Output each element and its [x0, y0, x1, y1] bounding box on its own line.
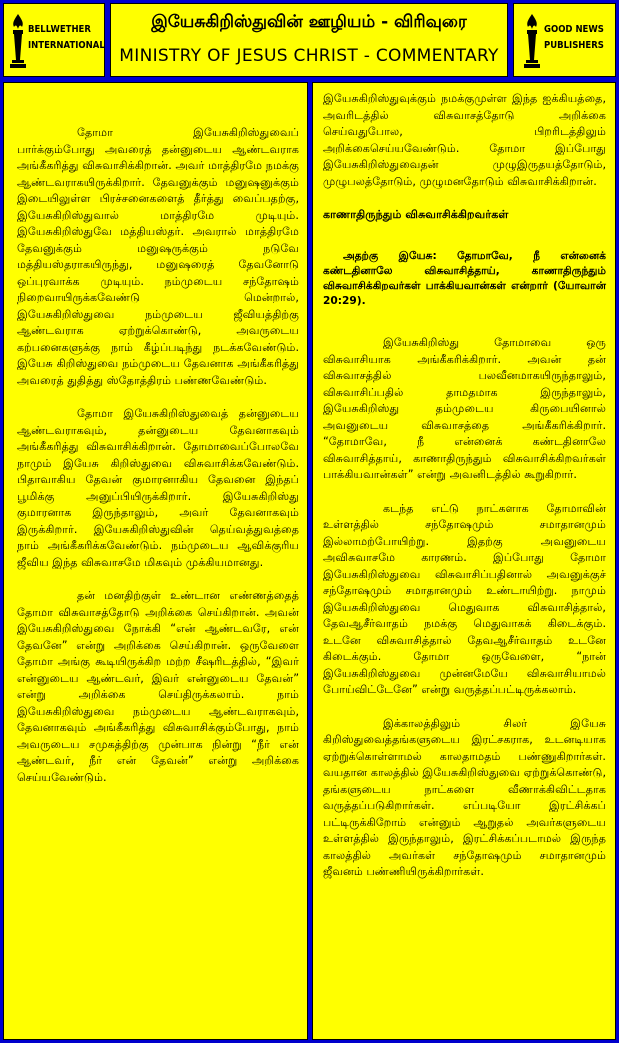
intro-paragraph: இயேசுகிறிஸ்துவுக்கும் நமக்குமுள்ள இந்த ஐக்கியத்தை, அவரிடத்தில் விசுவாசத்தோடு அறிக்கை செய்வதுபோல, பிறரிடத்திலும் அறிக்கைசெய்யவேண்டும். தோமா இப்போது இயேசுகிறிஸ்துவைதன் முழுஇருதயத்தோடும், முழுபலத்தோடும், முழுமனதோடும் விசுவாசிக்கிறான். [323, 92, 606, 188]
logo-text-line2: INTERNATIONAL [28, 40, 105, 51]
bible-verse: அதற்கு இயேசு: தோமாவே, நீ என்னைக் கண்டதினாலே விசுவாசித்தாய், காணாதிருந்தும் விசுவாசிக்கிறவர்கள் பாக்கியவான்கள் என்றார் (யோவான் 20:29). [323, 250, 606, 307]
section-heading: காணாதிருந்தும் விசுவாசிக்கிறவர்கள் [323, 208, 509, 221]
title-box [110, 3, 508, 77]
page-title-english: MINISTRY OF JESUS CHRIST - COMMENTARY [119, 46, 499, 66]
paragraph: தன் மனதிற்குள் உண்டான எண்ணத்தைத் தோமா விசுவாசத்தோடு அறிக்கை செய்கிறான். அவன் இயேசுகிறிஸ்துவை நோக்கி “என் ஆண்டவரே, என் தேவனே” என்று அறிக்கை செய்கிறான். ஒருவேளை தோமா அங்கு கூடியிருக்கிற மற்ற சீஷரிடத்தில், “இவர் என்னுடைய ஆண்டவர், இவர் என்னுடைய தேவன்” என்று அறிக்கை செய்திருக்கலாம். நாம் இயேசுகிறிஸ்துவை நம்முடைய ஆண்டவராகவும், தேவனாகவும் அங்கீகரித்து விசுவாசிக்கும்போது, நாம் அவருடைய சமுகத்திற்கு முன்பாக நின்று “நீர் என் ஆண்டவர், நீர் என் தேவன்” என்று அறிக்கை செய்யவேண்டும். [17, 589, 299, 784]
logo-text-line2: PUBLISHERS [544, 40, 604, 51]
left-column [3, 82, 308, 1040]
good-news-logo [513, 3, 616, 77]
paragraph: தோமா இயேசுகிறிஸ்துவைத் தன்னுடைய ஆண்டவராகவும், தன்னுடைய தேவனாகவும் அங்கீகரித்து விசுவாசிக்கிறான். தோமாவைப்போலவே நாமும் இயேசு கிறிஸ்துவை விசுவாசிக்கவேண்டும். பிதாவாகிய தேவன் குமாரனாகிய தேவனை இந்தப் பூமிக்கு அனுப்பியிருக்கிறார். இயேசுகிறிஸ்து குமாரனாக இருந்தாலும், அவர் தேவனாகவும் இருக்கிறார். இயேசுகிறிஸ்துவின் தெய்வத்துவத்தை நாம் அங்கீகரிக்கவேண்டும். நம்முடைய ஆவிக்குரிய ஜீவிய இந்த விசுவாசமே மிகவும் முக்கியமானது. [17, 407, 299, 569]
logo-text-line1: BELLWETHER [28, 24, 91, 35]
torch-icon [524, 14, 540, 70]
paragraph: தோமா இயேசுகிறிஸ்துவைப் பார்க்கும்போது அவரைத் தன்னுடைய ஆண்டவராக அங்கீகரித்து விசுவாசிக்கிறான். அவர் மாத்திரமே நமக்கு ஆண்டவராகயிருக்கிறார். தேவனுக்கும் மனுஷனுக்கும் இடையிலுள்ள பிரச்சனைகளைத் தீர்த்து வைப்பதற்கு, இயேசுகிறிஸ்துவால் மாத்திரமே முடியும். இயேசுகிறிஸ்துவே மத்தியஸ்தர். அவரால் மாத்திரமே தேவனுக்கும் மனுஷருக்கும் நடுவே மத்தியஸ்தராகயிருந்து, மனுஷரைத் தேவனோடு ஒப்புரவாக்க முடியும். நம்முடைய சந்தோஷம் நிறைவாயிருக்கவேண்டு மென்றால், இயேசுகிறிஸ்துவை நம்முடைய ஜீவியத்திற்கு ஆண்டவராக ஏற்றுக்கொண்டு, அவருடைய கற்பனைகளுக்கு நாம் கீழ்ப்படிந்து நடக்கவேண்டும். இயேசு கிறிஸ்துவை நம்முடைய தேவனாக அங்கீகரித்து அவரைத் துதித்து ஸ்தோத்திரம் பண்ணவேண்டும். [17, 126, 299, 387]
logo-text-line1: GOOD NEWS [544, 24, 604, 35]
page-title-tamil: இயேசுகிறிஸ்துவின் ஊழியம் - விரிவுரை [151, 12, 467, 32]
torch-icon [10, 14, 26, 70]
bellwether-logo [3, 3, 105, 77]
paragraph: இக்காலத்திலும் சிலர் இயேசு கிறிஸ்துவைத்தங்களுடைய இரட்சகராக, உடனடியாக ஏற்றுக்கொள்ளாமல் காலதாமதம் பண்ணுகிறார்கள். வயதான காலத்தில் இயேசுகிறிஸ்துவை ஏற்றுக்கொண்டு, தங்களுடைய நாட்களை வீணாக்கிவிட்டதாக வருத்தப்படுகிறார்கள். எப்படியோ இரட்சிக்கப் பட்டிருக்கிறோம் என்னும் ஆறுதல் அவர்களுடைய உள்ளத்தில் இருந்தாலும், இரட்சிக்கப்படாமல் இருந்த காலத்தில் அவர்கள் சந்தோஷமும் சமாதானமும் ஜீவனம் பண்ணியிருக்கிறார்கள். [323, 716, 606, 878]
right-column [312, 82, 616, 1040]
paragraph: இயேசுகிறிஸ்து தோமாவை ஒரு விசுவாசியாக அங்கீகரிக்கிறார். அவன் தன் விசுவாசத்தில் பலவீனமாகயிருந்தாலும், விசுவாசிப்பதில் தாமதமாக இருந்தாலும், இயேசுகிறிஸ்து தம்முடைய கிருபையினால் அவனுடைய விசுவாசத்தை அங்கீகரிக்கிறார். “தோமாவே, நீ என்னைக் கண்டதினாலே விசுவாசித்தாய், காணாதிருந்தும் விசுவாசிக்கிறவர்கள் பாக்கியவான்கள்” என்று அவனிடத்தில் கூறுகிறார். [323, 336, 606, 481]
paragraph: கடந்த எட்டு நாட்களாக தோமாவின் உள்ளத்தில் சந்தோஷமும் சமாதானமும் இல்லாமற்போயிற்று. இதற்கு அவனுடைய அவிசுவாசமே காரணம். இப்போது தோமா இயேசுகிறிஸ்துவை விசுவாசிப்பதினால் அவனுக்குச் சந்தோஷமும் சமாதானமும் உண்டாயிற்று. நாமும் இயேசுகிறிஸ்துவை மெதுவாக விசுவாசித்தால், தேவஆசீர்வாதம் நமக்கு மெதுவாகக் கிடைக்கும். உடனே விசுவாசித்தால் தேவஆசீர்வாதம் உடனே கிடைக்கும். தோமா ஒருவேளை, “நான் இயேசுகிறிஸ்துவை முன்னமேயே விசுவாசியாமல் போய்விட்டேனே” என்று வருத்தப்பட்டிருக்கலாம். [323, 501, 606, 696]
